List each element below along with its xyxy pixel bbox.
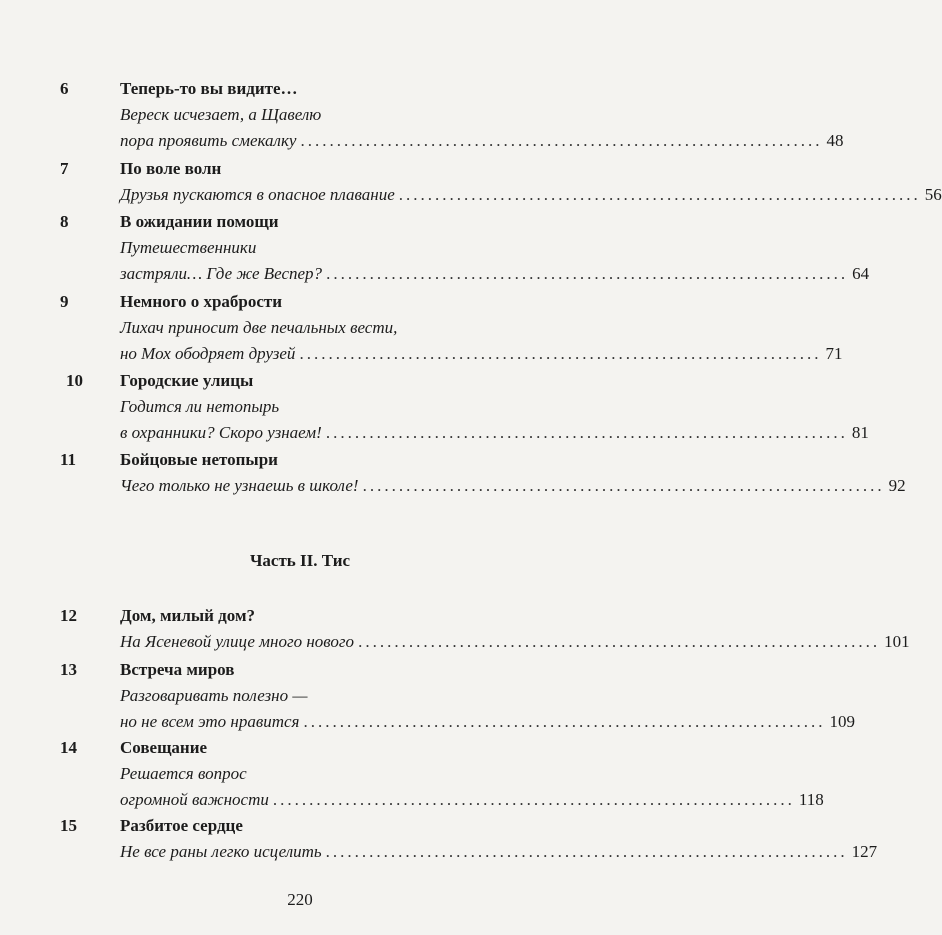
leader-dots: ........................................................................ <box>398 185 921 204</box>
chapter-title: Городские улицы <box>120 371 254 390</box>
chapter-number: 8 <box>60 212 69 231</box>
chapter-title: Дом, милый дом? <box>120 606 256 625</box>
chapter-number: 9 <box>60 292 69 311</box>
page-ref: 101 <box>884 632 910 651</box>
description-line: Годится ли нетопырь <box>120 397 280 416</box>
page-ref: 64 <box>852 264 870 283</box>
chapter-description <box>120 685 855 737</box>
chapter-title: Немного о храбрости <box>120 292 283 311</box>
page-ref: 109 <box>829 712 855 731</box>
chapter-number: 14 <box>60 738 77 757</box>
page-ref: 48 <box>826 131 844 150</box>
chapter-number: 6 <box>60 79 69 98</box>
page-ref: 71 <box>825 344 843 363</box>
page-ref: 56 <box>924 185 942 204</box>
description-line: Не все раны легко исцелить <box>120 842 322 861</box>
chapter-title: Встреча миров <box>120 660 235 679</box>
chapter-number: 12 <box>60 606 77 625</box>
description-line: Лихач приносит две печальных вести, <box>120 318 398 337</box>
chapter-title: Теперь-то вы видите… <box>120 79 298 98</box>
leader-dots: ........................................................................ <box>362 476 885 495</box>
chapter-number: 10 <box>66 371 83 390</box>
chapter-description <box>120 237 870 289</box>
leader-dots: ........................................................................ <box>300 131 823 150</box>
description-line: На Ясеневой улице много нового <box>120 632 355 651</box>
chapter-title: Совещание <box>120 738 208 757</box>
chapter-description <box>120 396 869 448</box>
chapter-description <box>120 475 906 501</box>
chapter-title: Разбитое сердце <box>120 816 243 835</box>
leader-dots: ........................................................................ <box>325 842 848 861</box>
chapter-number: 13 <box>60 660 77 679</box>
chapter-number: 7 <box>60 159 69 178</box>
leader-dots: ........................................................................ <box>303 712 826 731</box>
leader-dots: ........................................................................ <box>325 423 848 442</box>
chapter-description <box>120 841 878 867</box>
description-line: пора проявить смекалку <box>120 131 297 150</box>
description-line: в охранники? Скоро узнаем! <box>120 423 322 442</box>
description-line: Друзья пускаются в опасное плавание <box>120 185 395 204</box>
chapter-title: По воле волн <box>120 159 222 178</box>
page-ref: 81 <box>851 423 869 442</box>
description-line: Разговаривать полезно — <box>120 686 308 705</box>
page-ref: 127 <box>851 842 878 861</box>
chapter-description <box>120 184 942 210</box>
leader-dots: ........................................................................ <box>272 790 795 809</box>
description-line: Путешественники <box>120 238 257 257</box>
leader-dots: ........................................................................ <box>326 264 849 283</box>
leader-dots: ........................................................................ <box>299 344 822 363</box>
leader-dots: ........................................................................ <box>358 632 881 651</box>
description-line: Решается вопрос <box>120 764 247 783</box>
part-heading: Часть II. Тис <box>249 551 351 570</box>
description-line: застряли… Где же Веспер? <box>120 264 323 283</box>
description-line: Чего только не узнаешь в школе! <box>120 476 359 495</box>
chapter-number: 15 <box>60 816 77 835</box>
chapter-description <box>120 763 824 815</box>
page-ref: 92 <box>888 476 906 495</box>
chapter-title: Бойцовые нетопыри <box>120 450 278 469</box>
description-line: Вереск исчезает, а Щавелю <box>120 105 322 124</box>
page-number: 220 <box>287 890 313 909</box>
chapter-description <box>120 631 910 657</box>
page-ref: 118 <box>798 790 824 809</box>
chapter-description <box>120 104 844 156</box>
chapter-title: В ожидании помощи <box>120 212 279 231</box>
chapter-description <box>120 317 843 369</box>
description-line: но не всем это нравится <box>120 712 300 731</box>
description-line: но Мох ободряет друзей <box>120 344 296 363</box>
description-line: огромной важности <box>120 790 269 809</box>
chapter-number: 11 <box>60 450 77 469</box>
